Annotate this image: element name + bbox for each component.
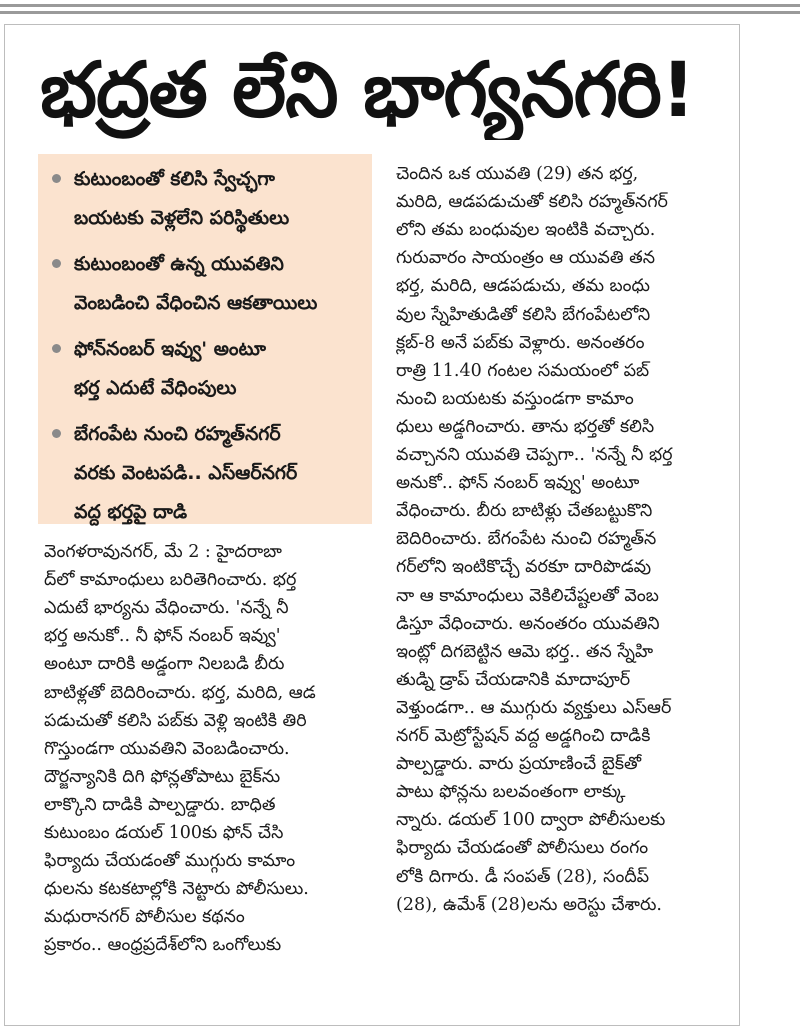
body-line: నా ఆ కామాంధులు వెకిలిచేష్టలతో వెంబ — [396, 585, 659, 606]
body-line: రాత్రి 11.40 గంటల సమయంలో పబ్ — [396, 360, 650, 381]
body-line: లాక్కొని దాడికి పాల్పడ్డారు. బాధిత — [44, 794, 276, 815]
body-line: వేధించారు. బీరు బాటిళ్లు చేతబట్టుకొని — [396, 501, 653, 522]
body-line: దౌర్జన్యానికి దిగి ఫోన్లతోపాటు బైక్‌ను — [44, 766, 281, 787]
body-line: లోని తమ బంధువుల ఇంటికి వచ్చారు. — [396, 220, 656, 241]
top-rule-1 — [0, 4, 800, 7]
body-line: వెళ్తుండగా.. ఆ ముగ్గురు వ్యక్తులు ఎస్‌ఆర్ — [396, 697, 672, 718]
body-line: నుంచి బయటకు వస్తుండగా కామాం — [396, 388, 634, 409]
bullet-icon — [52, 429, 61, 438]
body-line: వుల స్నేహితుడితో కలిసి బేగంపేటలోని — [396, 304, 651, 325]
body-line: గొస్తుండగా యువతిని వెంబడించారు. — [44, 738, 290, 759]
highlight-line: కుటుంబంతో కలిసి స్వేచ్ఛగా — [74, 168, 275, 190]
highlight-line: కుటుంబంతో ఉన్న యువతిని — [74, 253, 284, 275]
body-line: మధురానగర్ పోలీసుల కథనం — [44, 907, 245, 928]
body-line: భర్త, మరిది, ఆడపడుచు, తమ బంధు — [396, 276, 650, 297]
body-line: అనుకో.. ఫోన్ నంబర్ ఇవ్వు' అంటూ — [396, 473, 640, 494]
body-line: ప్రకారం.. ఆంధ్రప్రదేశ్‌లోని ఒంగోలుకు — [44, 935, 282, 956]
body-line: ఫిర్యాదు చేయడంతో ముగ్గురు కామాం — [44, 851, 296, 872]
body-line: గురువారం సాయంత్రం ఆ యువతి తన — [396, 248, 655, 269]
body-line: వచ్చానని యువతి చెప్పగా.. 'నన్నే నీ భర్త — [396, 445, 673, 465]
body-line: డిస్తూ వేధించారు. అనంతరం యువతిని — [396, 613, 660, 634]
highlight-item — [52, 415, 364, 532]
body-line: గర్‌లోని ఇంటికొచ్చే వరకూ దారిపొడవు — [396, 557, 652, 578]
bullet-icon — [52, 344, 61, 353]
body-line: (28), ఉమేశ్ (28)లను అరెస్టు చేశారు. — [396, 894, 662, 915]
highlight-line: వరకు వెంటపడి.. ఎస్‌ఆర్‌నగర్ — [74, 462, 298, 484]
body-line: ఎదుటే భార్యను వేధించారు. 'నన్నే నీ — [44, 598, 289, 619]
bullet-icon — [52, 259, 61, 268]
body-line: లోకి దిగారు. డీ సంపత్ (28), సందీప్ — [396, 866, 650, 887]
highlight-item — [52, 160, 364, 238]
highlight-line: భర్త ఎదుటే వేధింపులు — [74, 377, 237, 399]
highlight-line: వద్ద భర్తపై దాడి — [74, 501, 187, 523]
highlight-line: ఫోన్‌నంబర్ ఇవ్వు' అంటూ — [74, 338, 266, 360]
body-line: భర్త అనుకో.. నీ ఫోన్ నంబర్ ఇవ్వు' — [44, 626, 281, 647]
highlight-item — [52, 330, 364, 408]
body-line: బాటిళ్లతో బెదిరించారు. భర్త, మరిది, ఆడ — [44, 682, 316, 703]
body-line: ధులను కటకటాల్లోకి నెట్టారు పోలీసులు. — [44, 879, 309, 900]
body-line: ధులు అడ్డగించారు. తాను భర్తతో కలిసి — [396, 416, 655, 437]
headline: భద్రత లేని భాగ్యనగరి! — [40, 45, 695, 134]
body-line: పాటు ఫోన్లను బలవంతంగా లాక్కు — [396, 782, 626, 803]
body-line: అంటూ దారికి అడ్డంగా నిలబడి బీరు — [44, 654, 285, 675]
highlight-item — [52, 245, 364, 323]
highlights-box — [38, 154, 372, 524]
body-line: బెదిరించారు. బేగంపేట నుంచి రహ్మత్‌న — [396, 529, 657, 550]
highlight-line: వెంబడించి వేధించిన ఆకతాయిలు — [74, 292, 318, 314]
body-line: కుటుంబం డయల్ 100కు ఫోన్ చేసి — [44, 823, 284, 843]
body-line: ఇంట్లో దిగబెట్టిన ఆమె భర్త.. తన స్నేహి — [396, 641, 654, 662]
bullet-icon — [52, 174, 61, 183]
body-line: చెందిన ఒక యువతి (29) తన భర్త, — [396, 164, 639, 184]
highlight-line: బయటకు వెళ్లలేని పరిస్థితులు — [74, 207, 290, 229]
body-line: ఫిర్యాదు చేయడంతో పోలీసులు రంగం — [396, 838, 649, 859]
highlight-line: బేగంపేట నుంచి రహ్మత్‌నగర్ — [74, 423, 281, 445]
body-line: మరిది, ఆడపడుచుతో కలిసి రహ్మత్‌నగర్ — [396, 192, 668, 213]
body-line: పడుచుతో కలిసి పబ్‌కు వెళ్లి ఇంటికి తిరి — [44, 710, 307, 731]
body-line: క్లబ్-8 అనే పబ్‌కు వెళ్లారు. అనంతరం — [396, 332, 645, 353]
body-line: న్నారు. డయల్ 100 ద్వారా పోలీసులకు — [396, 810, 666, 831]
body-line: వెంగళరావునగర్, మే 2 : హైదరాబా — [44, 542, 282, 562]
body-line: ద్‌లో కామాంధులు బరితెగించారు. భర్త — [44, 570, 297, 591]
body-line: తుడ్ని డ్రాప్ చేయడానికి మాదాపూర్ — [396, 669, 631, 690]
body-line: నగర్ మెట్రోస్టేషన్ వద్ద అడ్డగించి దాడికి — [396, 726, 651, 746]
top-rule-2 — [0, 11, 800, 14]
body-line: పాల్పడ్డారు. వారు ప్రయాణించే బైక్‌తో — [396, 754, 642, 775]
